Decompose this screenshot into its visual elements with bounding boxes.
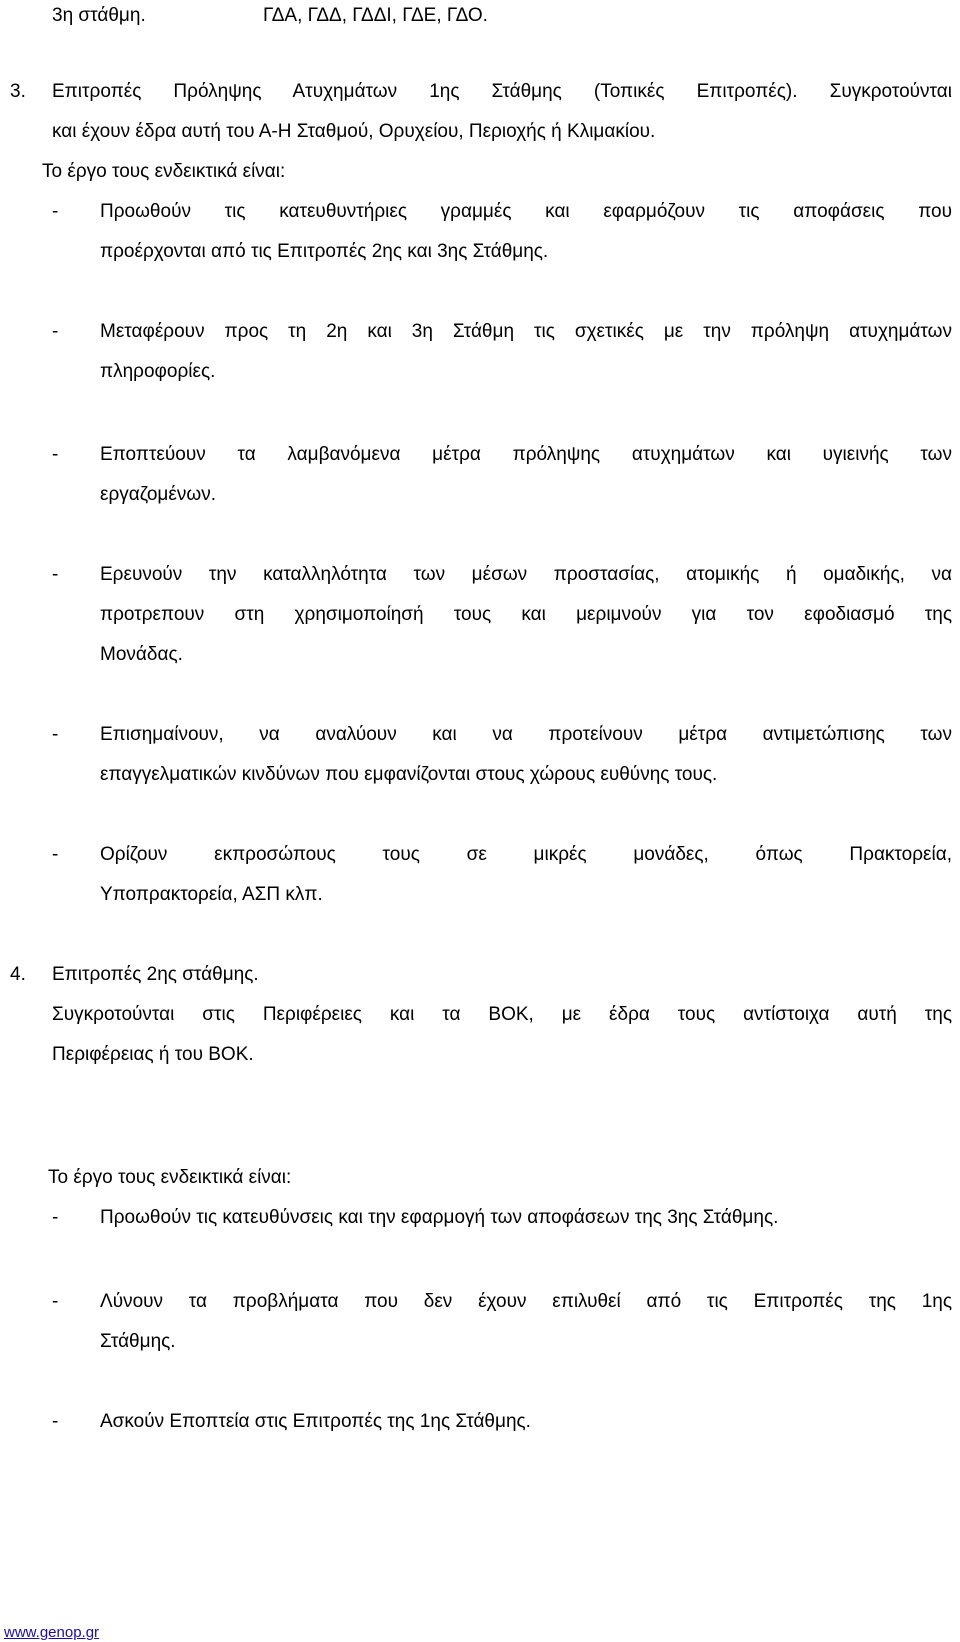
section-3-number: 3. [10,81,26,102]
section-3-bullet-5-line-2: επαγγελματικών κινδύνων που εμφανίζονται στους χώρους ευθύνης τους. [100,764,718,785]
footer-website-link[interactable]: www.genop.gr [4,1624,100,1641]
section-4-line-2: Περιφέρειας ή του ΒΟΚ. [52,1044,254,1065]
section-4-title: Επιτροπές 2ης στάθμης. [52,964,259,985]
section-4-intro: Το έργο τους ενδεικτικά είναι: [48,1167,292,1188]
section-3-bullet-5-line-1: Επισημαίνουν, να αναλύουν και να προτείνουν μέτρα αντιμετώπισης των [100,724,952,745]
section-3-bullet-4-line-3: Μονάδας. [100,644,183,665]
section-3-bullet-1-line-2: προέρχονται από τις Επιτροπές 2ης και 3ης Στάθμης. [100,241,549,262]
section-3-bullet-1-dash: - [52,201,59,222]
section-3-bullet-2-dash: - [52,321,59,342]
section-3-bullet-3-dash: - [52,444,59,465]
section-3-intro: Το έργο τους ενδεικτικά είναι: [42,161,286,182]
section-3-bullet-2-line-1: Μεταφέρουν προς τη 2η και 3η Στάθμη τις σχετικές με την πρόληψη ατυχημάτων [100,321,952,342]
stage-label: 3η στάθμη. [52,5,146,26]
section-3-bullet-4-line-2: προτρεπουν στη χρησιμοποίησή τους και μεριμνούν για τον εφοδιασμό της [100,604,952,625]
section-3-line-1: Επιτροπές Πρόληψης Ατυχημάτων 1ης Στάθμης (Τοπικές Επιτροπές). Συγκροτούνται [52,81,952,102]
section-4-bullet-3-line-1: Ασκούν Εποπτεία στις Επιτροπές της 1ης Στάθμης. [100,1411,531,1432]
stage-units: ΓΔΑ, ΓΔΔ, ΓΔΔΙ, ΓΔΕ, ΓΔΟ. [263,5,488,26]
section-4-number: 4. [10,964,26,985]
section-3-bullet-3-line-2: εργαζομένων. [100,484,216,505]
section-3-bullet-6-dash: - [52,844,59,865]
section-3-bullet-1-line-1: Προωθούν τις κατευθυντήριες γραμμές και εφαρμόζουν τις αποφάσεις που [100,201,952,222]
section-3-bullet-5-dash: - [52,724,59,745]
section-3-bullet-4-dash: - [52,564,59,585]
section-3-bullet-2-line-2: πληροφορίες. [100,361,216,382]
section-3-line-2: και έχουν έδρα αυτή του Α-Η Σταθμού, Ορυχείου, Περιοχής ή Κλιμακίου. [52,121,656,142]
section-3-bullet-6-line-1: Ορίζουν εκπροσώπους τους σε μικρές μονάδες, όπως Πρακτορεία, [100,844,952,865]
section-4-bullet-1-dash: - [52,1207,59,1228]
section-3-bullet-6-line-2: Υποπρακτορεία, ΑΣΠ κλπ. [100,884,323,905]
section-4-bullet-2-line-2: Στάθμης. [100,1331,176,1352]
section-4-bullet-2-line-1: Λύνουν τα προβλήματα που δεν έχουν επιλυθεί από τις Επιτροπές της 1ης [100,1291,952,1312]
section-4-line-1: Συγκροτούνται στις Περιφέρειες και τα ΒΟΚ, με έδρα τους αντίστοιχα αυτή της [52,1004,952,1025]
section-3-bullet-3-line-1: Εποπτεύουν τα λαμβανόμενα μέτρα πρόληψης ατυχημάτων και υγιεινής των [100,444,952,465]
section-4-bullet-2-dash: - [52,1291,59,1312]
section-4-bullet-1-line-1: Προωθούν τις κατευθύνσεις και την εφαρμογή των αποφάσεων της 3ης Στάθμης. [100,1207,779,1228]
section-3-bullet-4-line-1: Ερευνούν την καταλληλότητα των μέσων προστασίας, ατομικής ή ομαδικής, να [100,564,952,585]
section-4-bullet-3-dash: - [52,1411,59,1432]
